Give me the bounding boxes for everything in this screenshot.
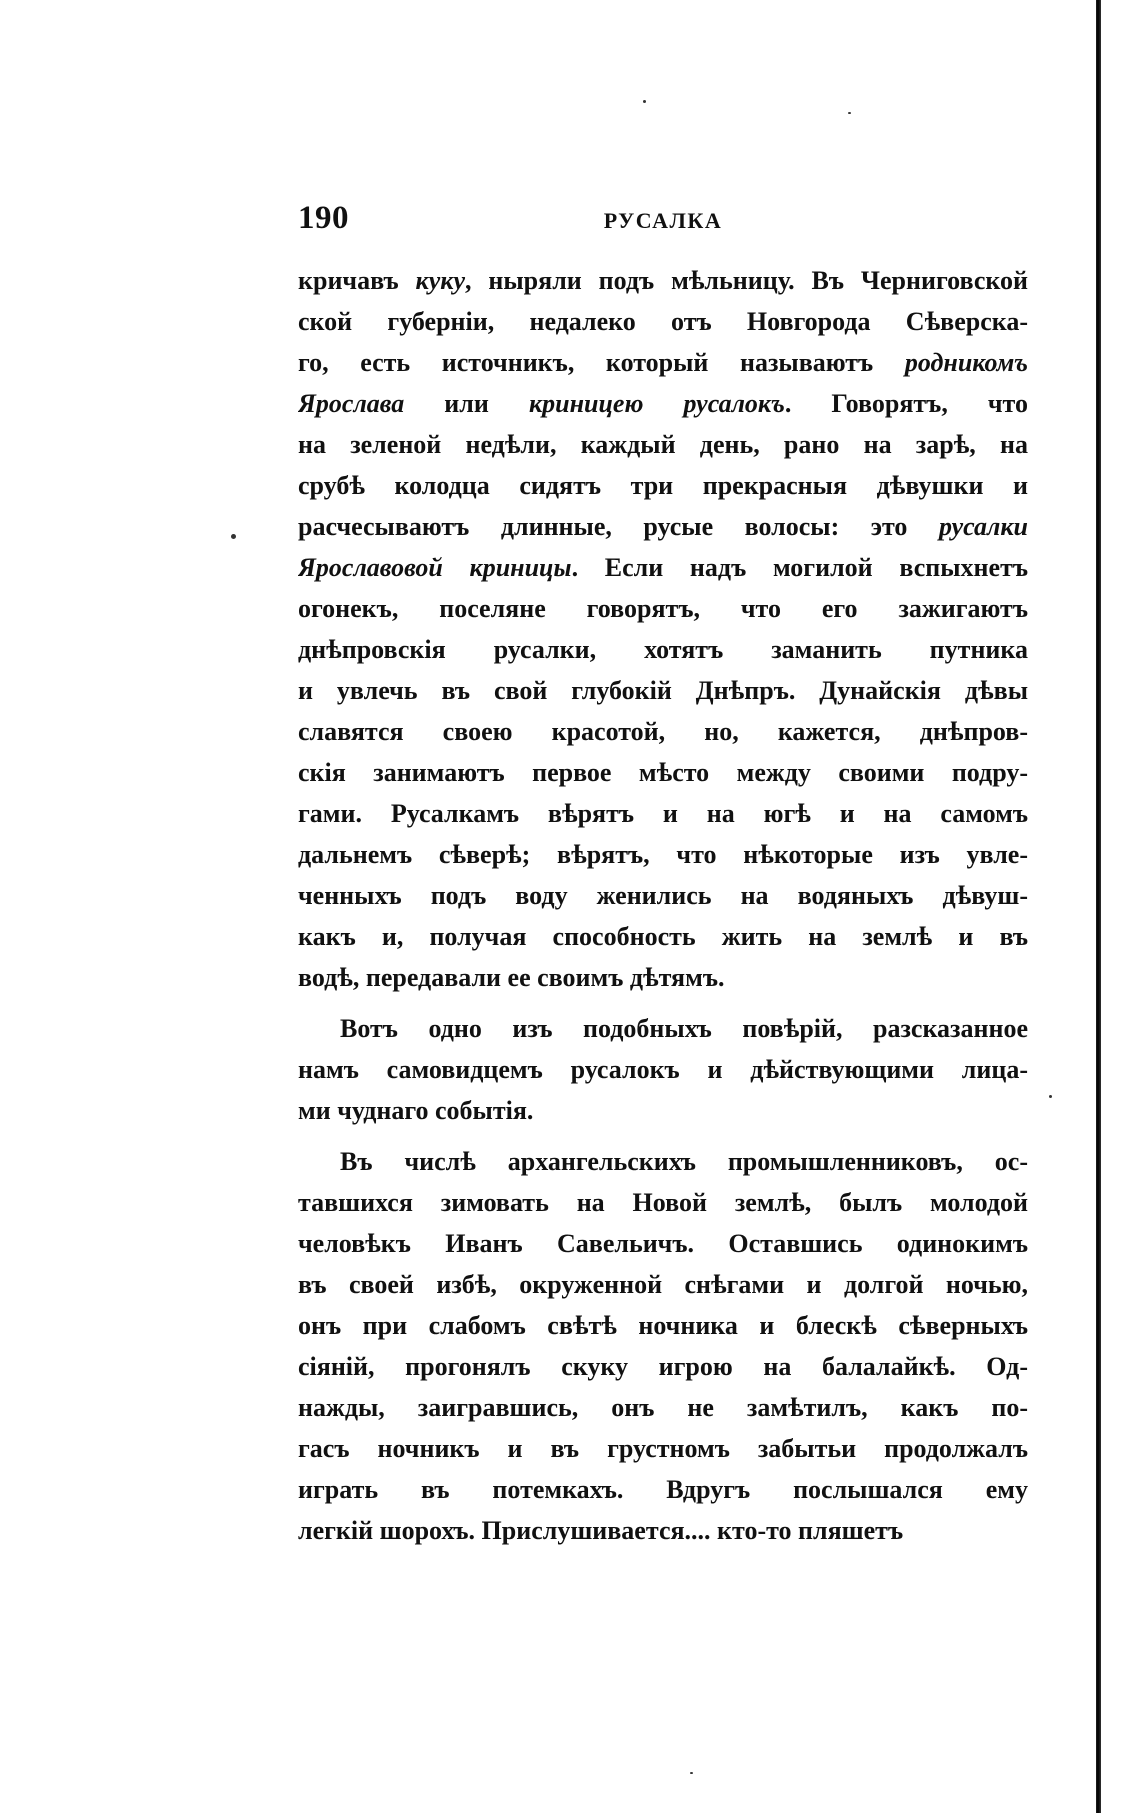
text-line [298,1346,1028,1387]
text-run: нажды, заигравшись, онъ не замѣтилъ, какъ по- [298,1393,1028,1422]
scan-speck [643,100,646,103]
text-line [298,1469,1028,1510]
text-run: легкій шорохъ. Прислушивается.... кто-то пляшетъ [298,1516,904,1545]
text-run: сіяній, прогонялъ скуку игрою на балалайкѣ. Од- [298,1352,1028,1381]
text-run: расчесываютъ длинные, русые волосы: это [298,512,939,541]
italic-text: куку [415,266,465,295]
text-line [298,834,1028,875]
page-edge-shadow [1096,0,1101,1813]
text-line [298,301,1028,342]
text-run: въ своей избѣ, окруженной снѣгами и долгой ночью, [298,1270,1028,1299]
text-line [298,752,1028,793]
text-line [298,1182,1028,1223]
scan-speck [690,1772,693,1774]
text-line [298,875,1028,916]
text-run: намъ самовидцемъ русалокъ и дѣйствующими лица- [298,1055,1028,1084]
text-run: огонекъ, поселяне говорятъ, что его зажигаютъ [298,594,1028,623]
paragraph-gap [298,1131,1028,1141]
text-line [298,424,1028,465]
scan-speck [231,534,236,539]
text-run: человѣкъ Иванъ Савельичъ. Оставшись одинокимъ [298,1229,1028,1258]
scan-speck [1049,1095,1052,1098]
text-run: Вотъ одно изъ подобныхъ повѣрій, разсказанное [340,1014,1028,1043]
text-line [298,629,1028,670]
text-run: на зеленой недѣли, каждый день, рано на зарѣ, на [298,430,1028,459]
text-line [298,916,1028,957]
body-text [298,260,1028,1551]
text-run: ской губерніи, недалеко отъ Новгорода Сѣверска- [298,307,1028,336]
paragraph [298,1008,1028,1131]
text-run: онъ при слабомъ свѣтѣ ночника и блескѣ сѣверныхъ [298,1311,1028,1340]
text-run: ченныхъ подъ воду женились на водяныхъ дѣвуш- [298,881,1028,910]
text-run: . Говорятъ, что [784,389,1028,418]
text-run: гами. Русалкамъ вѣрятъ и на югѣ и на самомъ [298,799,1028,828]
text-line [298,1049,1028,1090]
italic-text: русалки [938,512,1028,541]
paragraph-gap [298,998,1028,1008]
italic-text: родникомъ [904,348,1028,377]
text-line [298,260,1028,301]
italic-text: Ярослава [298,389,405,418]
text-run: играть въ потемкахъ. Вдругъ послышался ему [298,1475,1028,1504]
paragraph [298,260,1028,998]
italic-text: криницею русалокъ [528,389,785,418]
text-line [298,342,1028,383]
text-run: кричавъ [298,266,416,295]
text-line [298,1305,1028,1346]
text-run: днѣпровскія русалки, хотятъ заманить путника [298,635,1028,664]
text-run: тавшихся зимовать на Новой землѣ, былъ молодой [298,1188,1028,1217]
text-line [298,1141,1028,1182]
text-line [298,1008,1028,1049]
text-run: скія занимаютъ первое мѣсто между своими подру- [298,758,1028,787]
scan-speck [848,112,851,114]
text-run: водѣ, передавали ее своимъ дѣтямъ. [298,963,725,992]
text-run: славятся своею красотой, но, кажется, днѣпров- [298,717,1028,746]
text-line [298,1510,1028,1551]
text-run: , ныряли подъ мѣльницу. Въ Черниговской [464,266,1028,295]
paragraph [298,1141,1028,1551]
text-run: или [404,389,529,418]
text-line [298,588,1028,629]
text-run: ми чуднаго событія. [298,1096,534,1125]
text-run: . Если надъ могилой вспыхнетъ [571,553,1028,582]
text-run: дальнемъ сѣверѣ; вѣрятъ, что нѣкоторые изъ увле- [298,840,1028,869]
text-line [298,711,1028,752]
text-run: и увлечь въ свой глубокій Днѣпръ. Дунайскія дѣвы [298,676,1028,705]
text-line [298,506,1028,547]
text-line [298,1428,1028,1469]
text-line [298,383,1028,424]
text-line [298,670,1028,711]
italic-text: Ярославовой криницы [298,553,572,582]
text-line [298,793,1028,834]
text-line [298,1387,1028,1428]
text-line [298,547,1028,588]
text-run: гасъ ночникъ и въ грустномъ забытьи продолжалъ [298,1434,1028,1463]
running-title: РУСАЛКА [603,208,723,233]
page-number: 190 [298,200,349,236]
text-run: срубѣ колодца сидятъ три прекрасныя дѣвушки и [298,471,1028,500]
text-line [298,465,1028,506]
text-run: го, есть источникъ, который называютъ [298,348,905,377]
text-line [298,957,1028,998]
page-header [298,200,1028,244]
text-run: какъ и, получая способность жить на землѣ и въ [298,922,1028,951]
text-run: Въ числѣ архангельскихъ промышленниковъ, ос- [340,1147,1028,1176]
text-line [298,1264,1028,1305]
text-line [298,1090,1028,1131]
text-line [298,1223,1028,1264]
